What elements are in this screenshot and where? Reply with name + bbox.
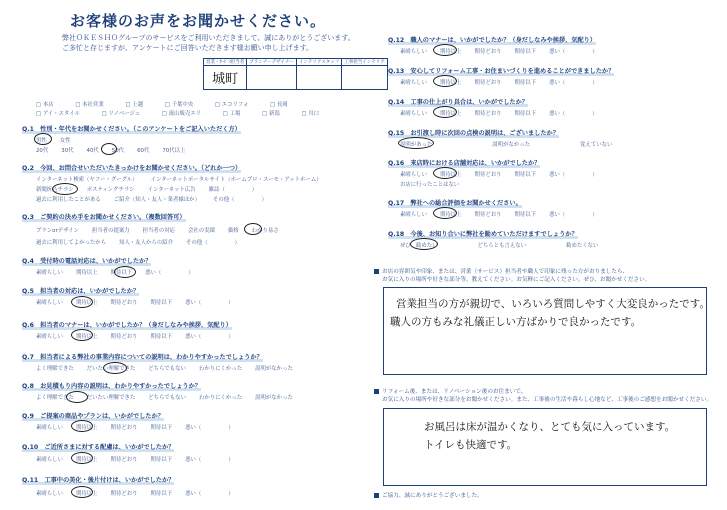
q15-options: 説明があった 説明がなかった 覚えていない [400,142,613,148]
store-checks-row-2: □ アイ・スタイル □ リノベージュ □ 流山販売エリ □ 工場 □ 新潟 □ 川口 [36,111,320,117]
answer-circle [71,420,93,432]
q2-options-3: 過去に利用したことがある ご紹介（知人・友人・業者様ほか） その他（ ） [36,197,267,203]
question-5: Q.5 担当者の対応は、いかがでしたか？ [22,288,140,295]
q2-options-2: 新聞折込チラシ ポスティングチラシ インターネット広告 雑誌（ ） [36,187,258,193]
question-2: Q.2 今回、お問合せいただいたきっかけをお聞かせください。（どれか一つ） [22,165,242,172]
question-8: Q.8 お見積もり内容の説明は、わかりやすかったでしょうか？ [22,383,201,390]
comment1-line-1: 営業担当の方が親切で、いろいろ質問しやすく大変良かったです。 [396,298,710,310]
question-17: Q.17 弊社への総合評価をお聞かせください。 [388,200,522,207]
q3-options: プランorデザイン 担当者の提案力 担当者の対応 会社の実績 価格 わかり易さ [36,228,279,234]
q16-options-2: お店に行ったことはない [400,182,460,188]
staff-handwritten-name: 城町 [212,72,239,87]
staff-header: プランナーデザイナー [247,59,297,66]
comment2-line-2: トイレも快適です。 [424,439,518,451]
answer-circle [71,486,93,498]
q17-options: 素晴らしい 期待以上 期待どおり 期待以下 悪い（ ） [400,212,598,218]
bullet-square-icon [374,493,379,498]
question-18: Q.18 今後、お知り合いに弊社を勧めていただけますでしょうか？ [388,231,578,238]
staff-cell [342,66,388,90]
answer-circle [433,207,457,219]
comment2-box [383,408,707,486]
answer-circle [433,106,457,118]
intro-line-1: 弊社ＯＫＥＳＨＯグループのサービスをご利用いただきまして、誠にありがとうございます。 [62,34,355,42]
answer-circle [103,362,127,374]
question-1: Q.1 性別・年代をお聞かせください。（このアンケートをご記入いただく方） [22,126,241,133]
question-16: Q.16 来店時における店舗対応は、いかがでしたか？ [388,160,541,167]
answer-circle [433,167,457,179]
staff-cell [204,66,247,90]
question-6: Q.6 担当者のマナーは、いかがでしたか？（身だしなみや挨拶、気配り） [22,322,232,329]
answer-circle [433,75,457,87]
q9-options: 素晴らしい 期待以上 期待どおり 期待以下 悪い（ ） [36,425,234,431]
answer-circle [34,133,52,145]
q13-options: 素晴らしい 期待以上 期待どおり 期待以下 悪い（ ） [400,80,598,86]
q3-options-2: 過去に利用してよかったから 知人・友人からの紹介 その他（ ） [36,240,240,246]
question-9: Q.9 ご提案の商品やプランは、いかがでしたか？ [22,413,164,420]
store-checks-row-1: □ 本店 □ 本社営業 □ 上越 □ 千葉中央 □ エコリフォ □ 長岡 [36,102,288,108]
question-4: Q.4 受付時の電話対応は、いかがでしたか？ [22,258,152,265]
comment2-prompt: リフォーム後、または、リノベーション後のお住まいで、 お気に入りの場所や好きな部分をお聞かせください。また、工事後の生活や暮らし心地など、工事後のご感想をお聞かせください。 [374,388,712,404]
q10-options: 素晴らしい 期待以上 期待どおり 期待以下 悪い（ ） [36,457,234,463]
comment2-line-1: お風呂は床が温かくなり、とても気に入っています。 [424,421,676,433]
answer-circle [244,223,262,235]
question-13: Q.13 安心してリフォーム工事・お住まいづくりを進めることができましたか？ [388,68,615,75]
q5-options: 素晴らしい 期待以上 期待どおり 期待以下 悪い（ ） [36,300,234,306]
staff-table [203,58,388,90]
q1-options: 男性 女性 [36,138,71,144]
staff-cell [247,66,297,90]
question-7: Q.7 担当者による弊社の事業内容についての説明は、わかりやすかったでしょうか？ [22,354,263,361]
question-10: Q.10 ご近所さまに対する配慮は、いかがでしたか？ [22,444,175,451]
question-12: Q.12 職人のマナーは、いかがでしたか？（身だしなみや挨拶、気配り） [388,37,597,44]
answer-circle [71,452,93,464]
q16-options: 素晴らしい 期待以上 期待どおり 期待以下 悪い（ ） [400,172,598,178]
answer-circle [114,266,136,278]
answer-circle [433,44,457,56]
q12-options: 素晴らしい 期待以上 期待どおり 期待以下 悪い（ ） [400,49,598,55]
q4-options: 素晴らしい 期待以上 期待以下 悪い（ ） [36,270,194,276]
intro-line-2: ご多忙と存じますが、アンケートにご回答いただきます様お願い申し上げます。 [62,44,314,52]
staff-header: 工事担当インテリア [342,59,388,66]
question-15: Q.15 お引渡し時に次回の点検の説明は、ございましたか？ [388,130,559,137]
question-3: Q.3 ご契約の決め手をお聞かせください。（複数回答可） [22,214,186,221]
answer-circle [101,143,117,155]
bullet-square-icon [374,269,379,274]
q11-options: 素晴らしい 期待以上 期待どおり 期待以下 悪い（ ） [36,491,234,497]
answer-circle [398,137,434,149]
answer-circle [410,238,438,250]
answer-circle [66,391,88,403]
q14-options: 素晴らしい 期待以上 期待どおり 期待以下 悪い（ ） [400,111,598,117]
footer-thanks: ご協力、誠にありがとうございました。 [374,492,483,500]
staff-header: インテリアスタッフ [296,59,341,66]
question-11: Q.11 工事中の美化・後片付けは、いかがでしたか？ [22,477,175,484]
q2-options: インターネット検索（ヤフー・グーグル） インターネットポータルサイト（ホームプロ・スーモ・アットホーム） [36,177,322,183]
bullet-square-icon [374,389,379,394]
question-14: Q.14 工事の仕上がり具合は、いかがでしたか？ [388,99,528,106]
comment1-prompt: お店の雰囲気や印象、または、営業（サービス）担当者や職人で印象に残った方がおりましたら、 お気に入りの場所や好きな部分等、教えてください。お気軽にご記入ください。ぜひ、お聞かせください。 [374,268,650,284]
answer-circle [71,296,93,308]
answer-circle [71,329,93,341]
q1-options-age: 20代 30代 40代 50代 60代 70代以上 [36,148,186,154]
staff-cell [296,66,341,90]
comment1-box [383,287,710,375]
answer-circle [52,183,78,195]
q18-options: ぜひ、勧めたい どちらとも言えない 勧めたくない [400,243,599,249]
staff-header: 営業・ｻｰﾋﾞｽ担当者 [204,59,247,66]
comment1-line-2: 職人の方もみな礼儀正しい方ばかりで良かったです。 [390,316,642,328]
q6-options: 素晴らしい 期待以上 期待どおり 期待以下 悪い（ ） [36,334,234,340]
q7-options: よく理解できた だいたい理解できた どちらでもない わかりにくかった 説明がなかった [36,366,293,372]
q8-options: よく理解できた だいたい理解できた どちらでもない わかりにくかった 説明がなかった [36,395,293,401]
page-title: お客様のお声をお聞かせください。 [70,12,327,30]
